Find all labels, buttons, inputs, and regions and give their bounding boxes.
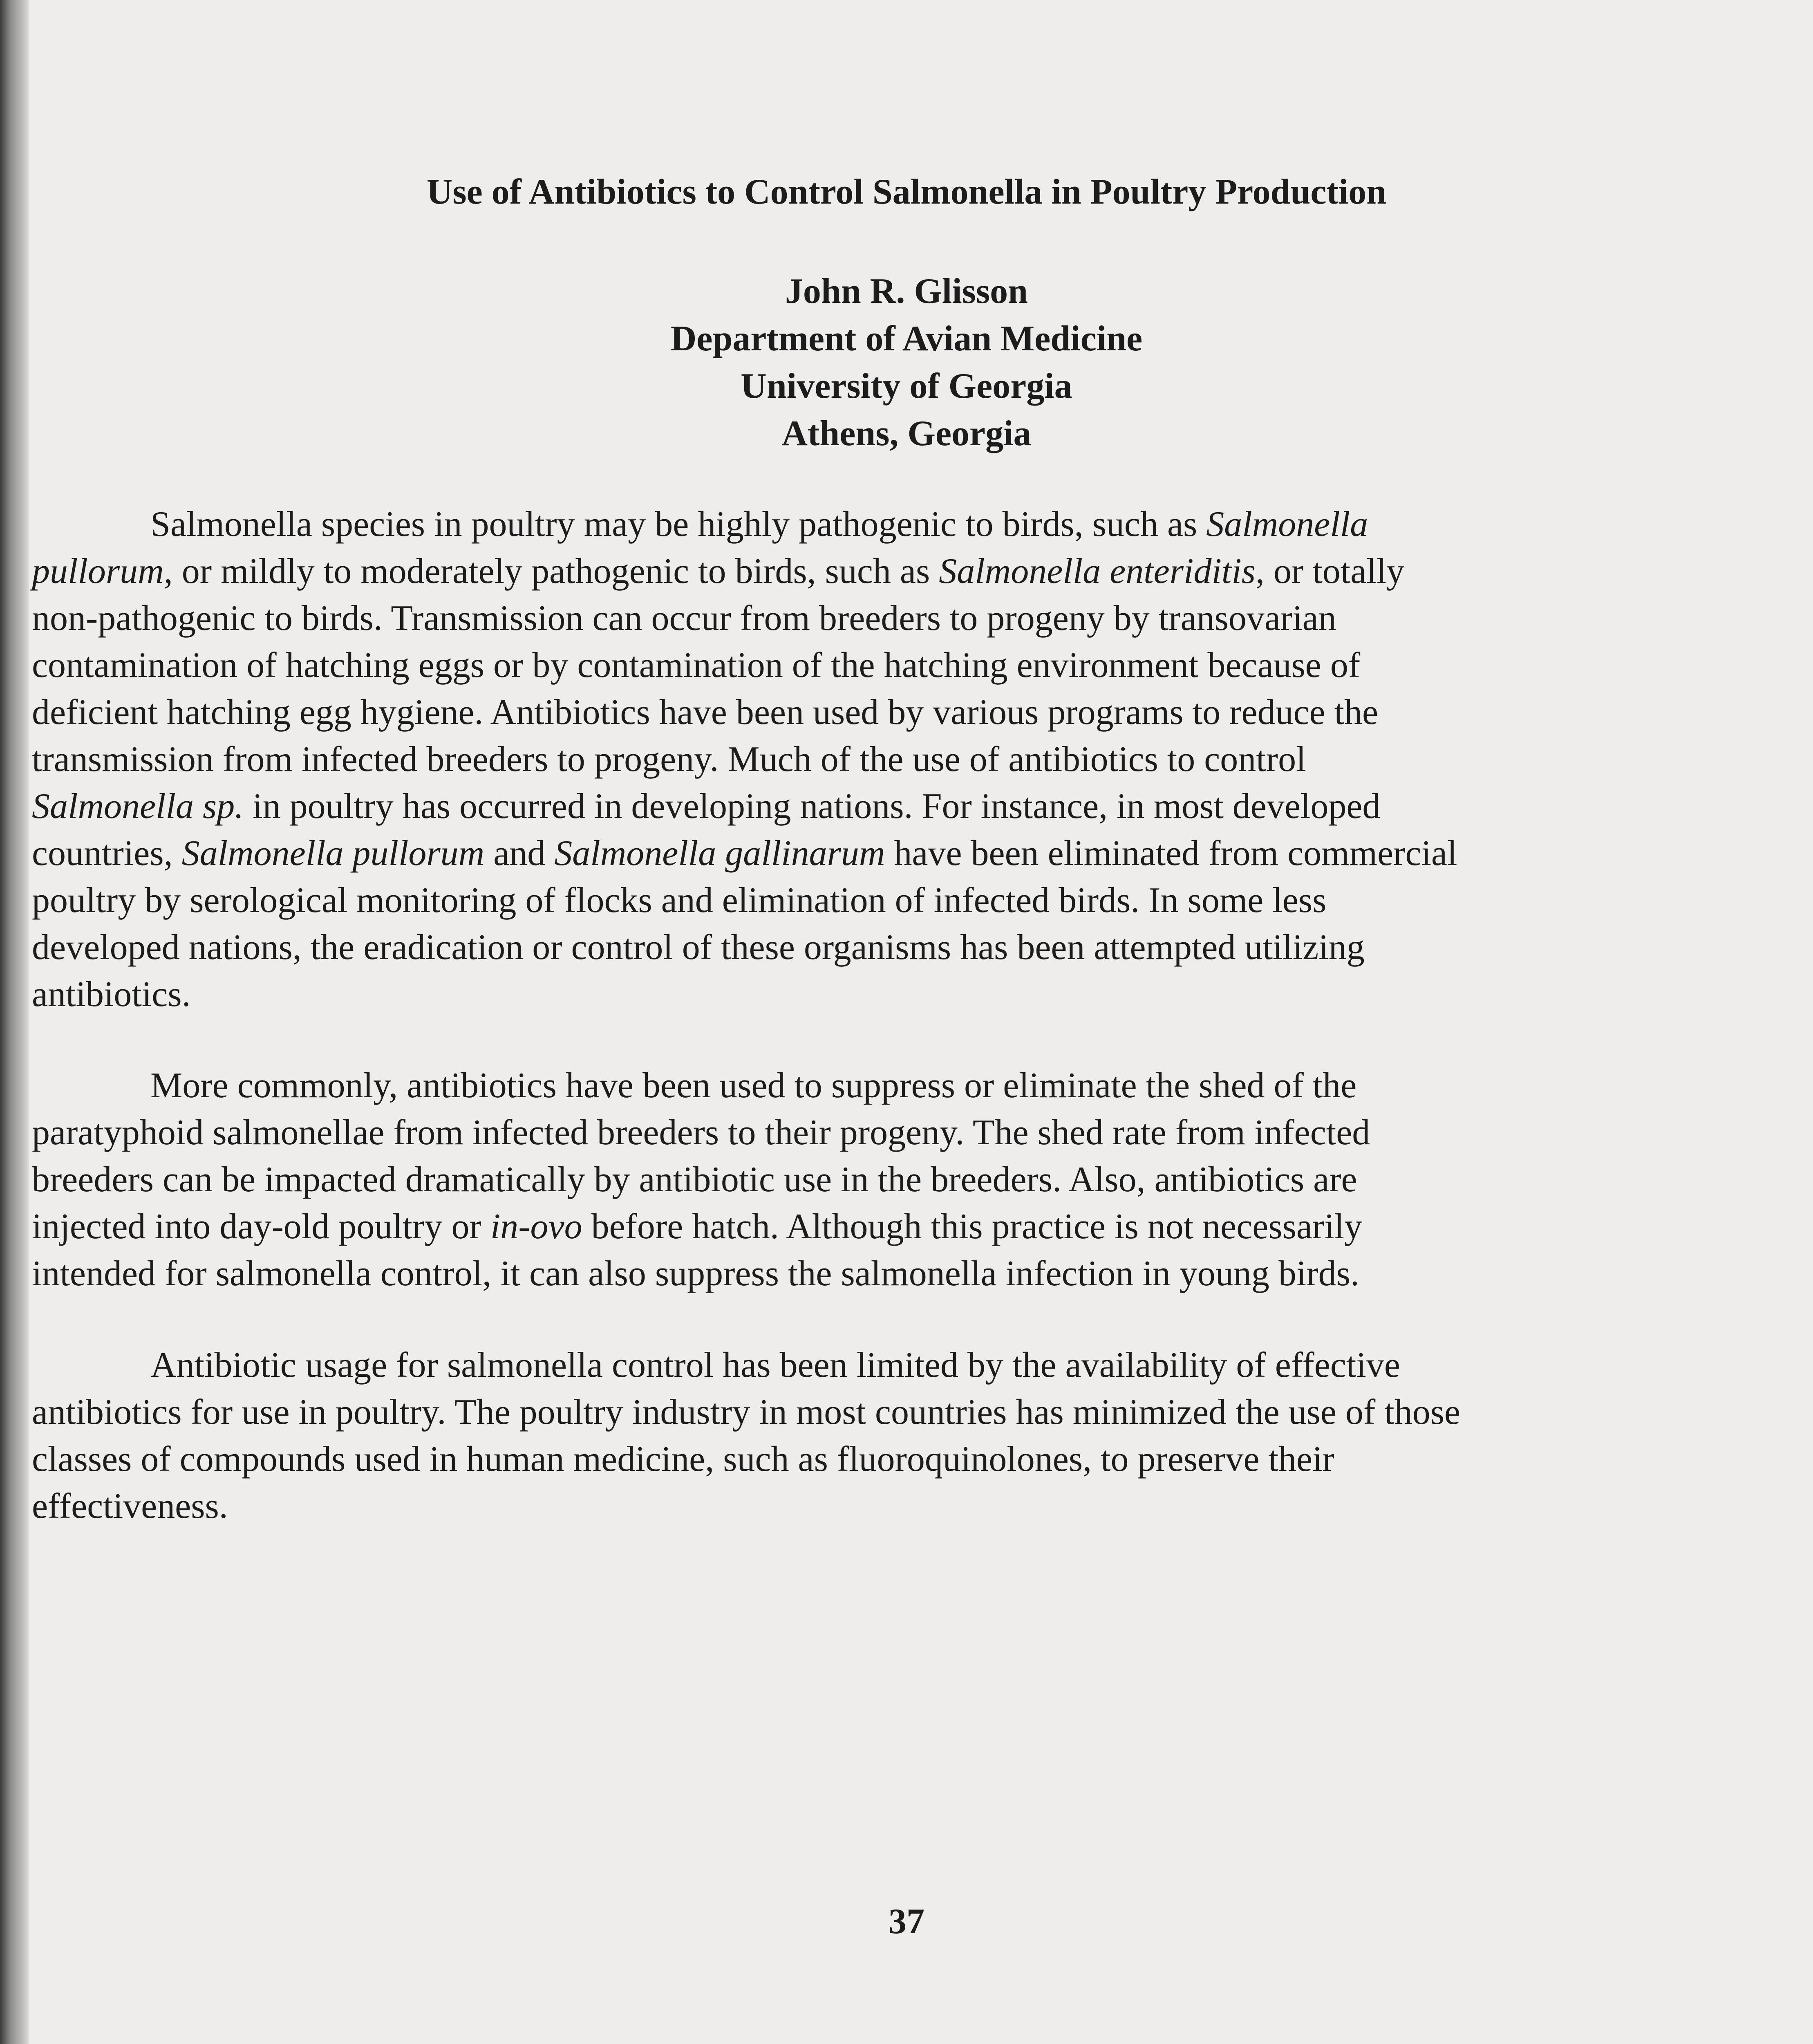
text-run: antibiotics. (32, 975, 191, 1014)
text-run: classes of compounds used in human medicine, such as fluoroquinolones, to preserve their (32, 1439, 1334, 1479)
paragraph-line (32, 830, 1659, 877)
paragraph-line (32, 971, 1659, 1018)
paragraph-line (32, 1483, 1659, 1530)
text-run: Salmonella species in poultry may be highly pathogenic to birds, such as (150, 504, 1206, 544)
text-run: effectiveness. (32, 1486, 228, 1526)
species-name: Salmonella gallinarum (554, 834, 885, 873)
author-department: Department of Avian Medicine (670, 319, 1143, 359)
paragraph-line (32, 1203, 1659, 1250)
text-run: , or mildly to moderately pathogenic to birds, such as (163, 551, 939, 591)
species-name: Salmonella enteriditis (939, 551, 1256, 591)
text-run: non-pathogenic to birds. Transmission can occur from breeders to progeny by transovarian (32, 598, 1336, 638)
text-run: countries, (32, 834, 182, 873)
text-run: antibiotics for use in poultry. The poultry industry in most countries has minimized the use of those (32, 1392, 1461, 1432)
text-run: breeders can be impacted dramatically by antibiotic use in the breeders. Also, antibiotics are (32, 1160, 1357, 1199)
italic-term: in-ovo (490, 1207, 582, 1246)
paragraph-line (32, 1389, 1659, 1436)
paragraph-line (32, 736, 1659, 783)
paragraph-2 (32, 1062, 1659, 1297)
text-run: , or totally (1256, 551, 1405, 591)
paragraph-line (32, 642, 1659, 689)
paragraph-3 (32, 1342, 1659, 1530)
text-run: developed nations, the eradication or control of these organisms has been attempted utilizing (32, 928, 1365, 967)
paragraph-line (32, 1436, 1659, 1483)
paragraph-line (32, 1250, 1659, 1297)
paragraph-line (32, 877, 1659, 924)
paragraph-line (32, 1062, 1659, 1109)
text-run: More commonly, antibiotics have been used to suppress or eliminate the shed of the (150, 1066, 1357, 1105)
text-run: contamination of hatching eggs or by contamination of the hatching environment because of (32, 645, 1361, 685)
text-run: injected into day-old poultry or (32, 1207, 490, 1246)
text-run: intended for salmonella control, it can also suppress the salmonella infection in young birds. (32, 1254, 1359, 1293)
text-run: deficient hatching egg hygiene. Antibiotics have been used by various programs to reduce the (32, 693, 1379, 732)
paragraph-line (32, 595, 1659, 642)
species-name: pullorum (32, 551, 164, 591)
paragraph-line (32, 783, 1659, 830)
author-university: University of Georgia (741, 366, 1072, 406)
paragraph-line (32, 1109, 1659, 1156)
paragraph-line (32, 1342, 1659, 1389)
paper-title: Use of Antibiotics to Control Salmonella in Poultry Production (426, 172, 1387, 212)
text-run: Antibiotic usage for salmonella control has been limited by the availability of effective (150, 1345, 1400, 1385)
species-name: Salmonella sp. (32, 787, 244, 826)
author-name: John R. Glisson (785, 271, 1028, 311)
paragraph-line (32, 924, 1659, 971)
text-run: before hatch. Although this practice is not necessarily (582, 1207, 1363, 1246)
paragraph-line (32, 548, 1659, 595)
author-location: Athens, Georgia (781, 414, 1032, 453)
author-block (0, 268, 1813, 457)
paragraph-line (32, 501, 1659, 548)
text-run: paratyphoid salmonellae from infected breeders to their progeny. The shed rate from infected (32, 1113, 1370, 1152)
paragraph-line (32, 689, 1659, 736)
text-run: in poultry has occurred in developing nations. For instance, in most developed (244, 787, 1381, 826)
paragraph-1 (32, 501, 1659, 1018)
text-run: transmission from infected breeders to progeny. Much of the use of antibiotics to control (32, 740, 1306, 779)
text-run: have been eliminated from commercial (885, 834, 1457, 873)
species-name: Salmonella (1206, 504, 1368, 544)
page-number: 37 (889, 1902, 924, 1941)
paragraph-line (32, 1156, 1659, 1203)
text-run: poultry by serological monitoring of flocks and elimination of infected birds. In some less (32, 881, 1327, 920)
species-name: Salmonella pullorum (181, 834, 485, 873)
text-run: and (484, 834, 555, 873)
